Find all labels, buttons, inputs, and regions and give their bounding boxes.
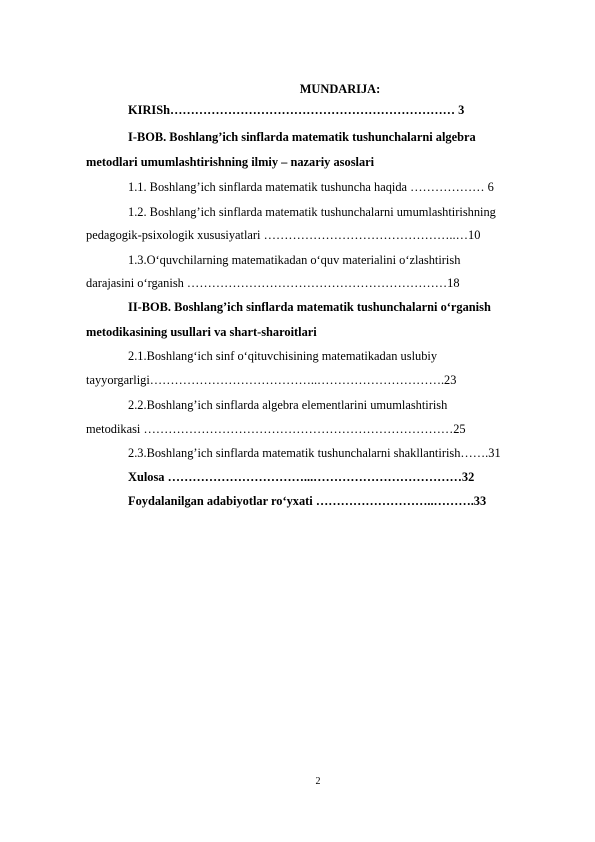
- toc-entry-references: Foydalanilgan adabiyotlar ro‘yxati ………………………..……….33: [128, 494, 487, 508]
- toc-entry-conclusion: Xulosa ……………………………...………………………………32: [128, 470, 475, 484]
- toc-entry-2-2-line2: metodikasi …………………………………………………………………25: [86, 422, 466, 436]
- toc-entry-introduction: KIRISh…………………………………………………………… 3: [128, 103, 465, 117]
- page-number: 2: [315, 776, 321, 787]
- toc-chapter-1-title-line2: metodlari umumlashtirishning ilmiy – nazariy asoslari: [86, 155, 375, 169]
- toc-entry-1-1: 1.1. Boshlang’ich sinflarda matematik tushuncha haqida ……………… 6: [128, 180, 494, 194]
- toc-entry-1-2-line1: 1.2. Boshlang’ich sinflarda matematik tushunchalarni umumlashtirishning: [128, 205, 496, 219]
- toc-entry-2-3: 2.3.Boshlang’ich sinflarda matematik tushunchalarni shakllantirish…….31: [128, 446, 501, 460]
- toc-entry-2-1-line2: tayyorgarligi…………………………………..………………………….23: [86, 373, 457, 387]
- toc-heading: MUNDARIJA:: [299, 82, 381, 96]
- toc-entry-1-3-line2: darajasini o‘rganish ………………………………………………………18: [86, 276, 460, 290]
- toc-entry-2-2-line1: 2.2.Boshlang’ich sinflarda algebra elementlarini umumlashtirish: [128, 398, 448, 412]
- toc-chapter-1-title-line1: I-BOB. Boshlang’ich sinflarda matematik tushunchalarni algebra: [128, 130, 476, 144]
- toc-entry-2-1-line1: 2.1.Boshlang‘ich sinf o‘qituvchisining matematikadan uslubiy: [128, 349, 438, 363]
- toc-chapter-2-title-line1: II-BOB. Boshlang’ich sinflarda matematik tushunchalarni o‘rganish: [128, 300, 491, 314]
- toc-entry-1-3-line1: 1.3.O‘quvchilarning matematikadan o‘quv materialini o‘zlashtirish: [128, 253, 461, 267]
- toc-entry-1-2-line2: pedagogik-psixologik xususiyatlari ………………………………………..…10: [86, 228, 481, 242]
- toc-chapter-2-title-line2: metodikasining usullari va shart-sharoitlari: [86, 325, 317, 339]
